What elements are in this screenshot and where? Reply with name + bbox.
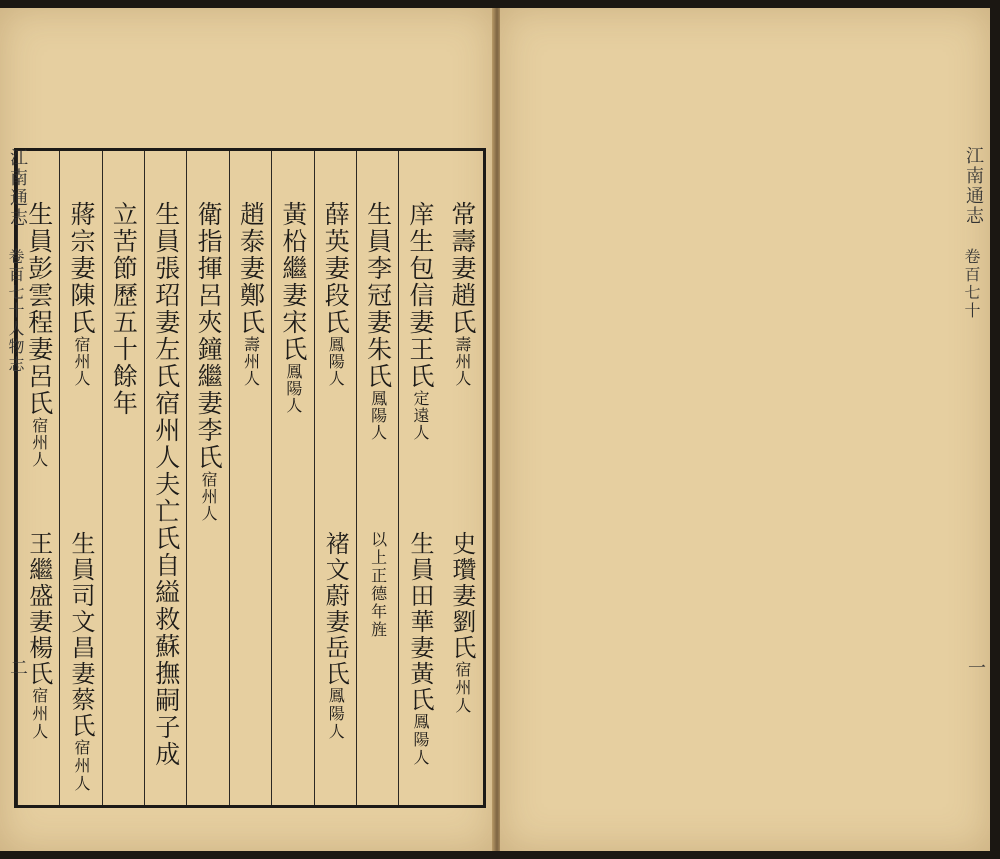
main-entry: 蔣宗妻陳氏 bbox=[67, 201, 97, 336]
column-main-text bbox=[103, 201, 143, 417]
column-second-entry bbox=[61, 531, 101, 793]
main-note: 壽州人 bbox=[452, 336, 472, 387]
column-main-text bbox=[273, 201, 313, 414]
second-note: 宿州人 bbox=[452, 661, 472, 715]
text-column bbox=[59, 151, 101, 805]
column-main-text bbox=[315, 201, 355, 387]
main-entry: 黃柗繼妻宋氏 bbox=[278, 201, 308, 363]
column-main-text bbox=[400, 201, 440, 441]
main-note: 宿州人 bbox=[72, 336, 92, 387]
second-entry: 王繼盛妻楊氏 bbox=[24, 531, 53, 687]
left-page bbox=[0, 8, 494, 851]
column-second-entry bbox=[442, 531, 482, 715]
main-note: 鳳陽人 bbox=[326, 336, 346, 387]
column-second-entry bbox=[400, 531, 440, 767]
second-entry: 史瓚妻劉氏 bbox=[447, 531, 476, 661]
right-margin-juan: 卷百七十 bbox=[962, 248, 981, 320]
main-entry: 庠生包信妻王氏 bbox=[405, 201, 435, 390]
text-column bbox=[271, 151, 313, 805]
second-note: 宿州人 bbox=[72, 739, 92, 793]
left-text-frame bbox=[14, 148, 486, 808]
right-folio-number: 一 bbox=[965, 658, 986, 678]
text-column bbox=[186, 151, 228, 805]
column-main-text bbox=[188, 201, 228, 522]
text-column bbox=[144, 151, 186, 805]
second-note: 鳳陽人 bbox=[410, 713, 430, 767]
right-page bbox=[500, 8, 990, 851]
column-second-entry bbox=[358, 531, 398, 639]
main-entry: 生員張玿妻左氏宿州人夫亡氏自縊救蘇撫嗣子成 bbox=[151, 201, 181, 768]
second-note: 以上正德年旌 bbox=[368, 531, 388, 639]
second-note: 宿州人 bbox=[29, 687, 49, 741]
text-column bbox=[356, 151, 398, 805]
second-entry: 褚文蔚妻岳氏 bbox=[321, 531, 350, 687]
column-main-text bbox=[358, 201, 398, 441]
main-entry: 常壽妻趙氏 bbox=[447, 201, 477, 336]
main-note: 鳳陽人 bbox=[283, 363, 303, 414]
text-column bbox=[102, 151, 144, 805]
left-margin-title: 江南通志 bbox=[7, 148, 28, 228]
main-note: 鳳陽人 bbox=[368, 390, 388, 441]
column-second-entry bbox=[315, 531, 355, 741]
main-note: 宿州人 bbox=[29, 417, 49, 468]
column-main-text bbox=[442, 201, 482, 387]
second-entry: 生員司文昌妻蔡氏 bbox=[67, 531, 96, 739]
text-column bbox=[441, 151, 483, 805]
right-margin-title: 江南通志 bbox=[963, 146, 984, 226]
main-note: 壽州人 bbox=[241, 336, 261, 387]
main-entry: 生員李冠妻朱氏 bbox=[363, 201, 393, 390]
main-entry: 薛英妻段氏 bbox=[321, 201, 351, 336]
main-entry: 衛指揮呂夾鐘繼妻李氏 bbox=[194, 201, 224, 471]
second-entry: 生員田華妻黃氏 bbox=[405, 531, 434, 713]
column-main-text bbox=[231, 201, 271, 387]
text-column bbox=[229, 151, 271, 805]
main-note: 宿州人 bbox=[199, 471, 219, 522]
second-note: 鳳陽人 bbox=[326, 687, 346, 741]
main-entry: 趙泰妻鄭氏 bbox=[236, 201, 266, 336]
column-second-entry bbox=[19, 531, 59, 741]
column-main-text bbox=[61, 201, 101, 387]
main-entry: 生員彭雲程妻呂氏 bbox=[24, 201, 54, 417]
main-note: 定遠人 bbox=[410, 390, 430, 441]
column-main-text bbox=[146, 201, 186, 768]
left-folio-number: 二 bbox=[7, 658, 28, 678]
main-entry: 立苦節歷五十餘年 bbox=[109, 201, 139, 417]
left-margin-juan: 卷百七十人物志 bbox=[6, 248, 25, 374]
text-column bbox=[314, 151, 356, 805]
text-column bbox=[398, 151, 440, 805]
